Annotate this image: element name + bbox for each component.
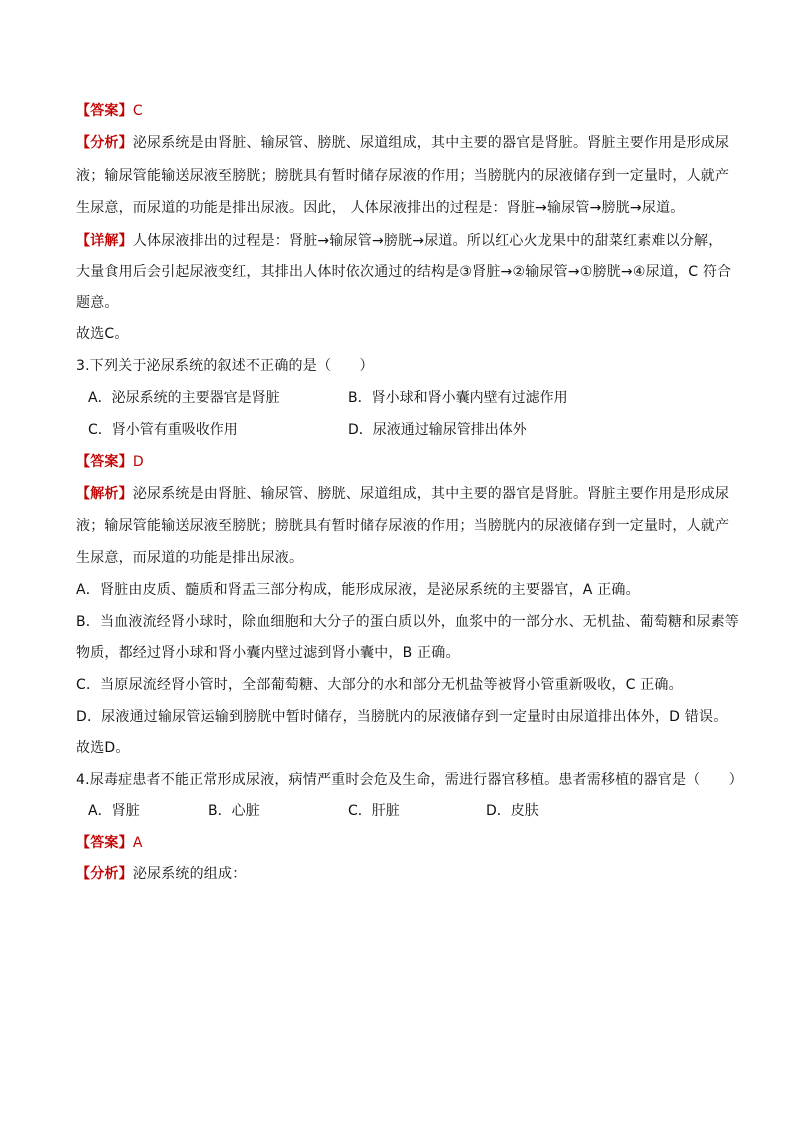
q3-analysis-line-3: 生尿意，而尿道的功能是排出尿液。 xyxy=(76,550,304,566)
answer-tag: 【答案】 xyxy=(76,103,133,119)
q2-detail-line-2: 大量食用后会引起尿液变红，其排出人体时依次通过的结构是③肾脏→②输尿管→①膀胱→④尿道，C 符合 xyxy=(76,264,732,280)
q3-explain-b-line-1: B．当血液流经肾小球时，除血细胞和大分子的蛋白质以外，血浆中的一部分水、无机盐、葡萄糖和尿素等 xyxy=(76,614,740,630)
q3-option-b: B．肾小球和肾小囊内壁有过滤作用 xyxy=(348,390,568,406)
detail-tag: 【详解】 xyxy=(76,233,133,249)
q2-analysis-line-3: 生尿意，而尿道的功能是排出尿液。因此， 人体尿液排出的过程是：肾脏→输尿管→膀胱→尿道。 xyxy=(76,200,685,216)
q3-explain-a: A．肾脏由皮质、髓质和肾盂三部分构成，能形成尿液，是泌尿系统的主要器官，A 正确。 xyxy=(76,582,640,598)
q2-analysis-line-1: 【分析】泌尿系统是由肾脏、输尿管、膀胱、尿道组成，其中主要的器官是肾脏。肾脏主要作用是形成尿 xyxy=(76,135,730,151)
q2-detail-line-1: 【详解】人体尿液排出的过程是：肾脏→输尿管→膀胱→尿道。所以红心火龙果中的甜菜红素难以分解， xyxy=(76,233,723,249)
q3-analysis-line-2: 液；输尿管能输送尿液至膀胱；膀胱具有暂时储存尿液的作用；当膀胱内的尿液储存到一定量时，人就产 xyxy=(76,518,730,534)
q3-explain-d: D．尿液通过输尿管运输到膀胱中暂时储存，当膀胱内的尿液储存到一定量时由尿道排出体外，D 错误。 xyxy=(76,709,728,725)
q4-option-b: B．心脏 xyxy=(208,803,260,819)
analysis-tag: 【解析】 xyxy=(76,486,133,502)
answer-value: A xyxy=(132,835,143,851)
q4-option-a: A．肾脏 xyxy=(88,803,140,819)
answer-value: C xyxy=(132,103,143,119)
analysis-tag: 【分析】 xyxy=(76,866,133,882)
q3-conclusion: 故选D。 xyxy=(76,740,130,756)
q4-option-c: C．肝脏 xyxy=(348,803,400,819)
answer-tag: 【答案】 xyxy=(76,835,133,851)
q3-explain-b-line-2: 物质，都经过肾小球和肾小囊内壁过滤到肾小囊中，B 正确。 xyxy=(76,645,460,661)
q2-answer xyxy=(76,101,726,121)
q4-option-d: D．皮肤 xyxy=(486,803,539,819)
q3-option-c: C．肾小管有重吸收作用 xyxy=(88,422,238,438)
answer-value: D xyxy=(132,454,144,470)
q2-conclusion: 故选C。 xyxy=(76,326,129,342)
q3-option-a: A．泌尿系统的主要器官是肾脏 xyxy=(88,390,280,406)
q2-analysis-line-2: 液；输尿管能输送尿液至膀胱；膀胱具有暂时储存尿液的作用；当膀胱内的尿液储存到一定量时，人就产 xyxy=(76,168,730,184)
q3-option-d: D．尿液通过输尿管排出体外 xyxy=(348,422,527,438)
q3-explain-c: C．当原尿流经肾小管时，全部葡萄糖、大部分的水和部分无机盐等被肾小管重新吸收，C 正确。 xyxy=(76,677,683,693)
analysis-tag: 【分析】 xyxy=(76,135,133,151)
q4-answer xyxy=(76,833,726,853)
q4-analysis: 【分析】泌尿系统的组成： xyxy=(76,866,247,882)
q4-stem: 4.尿毒症患者不能正常形成尿液，病情严重时会危及生命，需进行器官移植。患者需移植的器官是（ ） xyxy=(76,772,743,788)
q2-detail-line-3: 题意。 xyxy=(76,295,119,311)
answer-tag: 【答案】 xyxy=(76,454,133,470)
q3-stem: 3.下列关于泌尿系统的叙述不正确的是（ ） xyxy=(76,358,374,374)
q3-analysis-line-1: 【解析】泌尿系统是由肾脏、输尿管、膀胱、尿道组成，其中主要的器官是肾脏。肾脏主要作用是形成尿 xyxy=(76,486,730,502)
q3-answer xyxy=(76,452,726,472)
